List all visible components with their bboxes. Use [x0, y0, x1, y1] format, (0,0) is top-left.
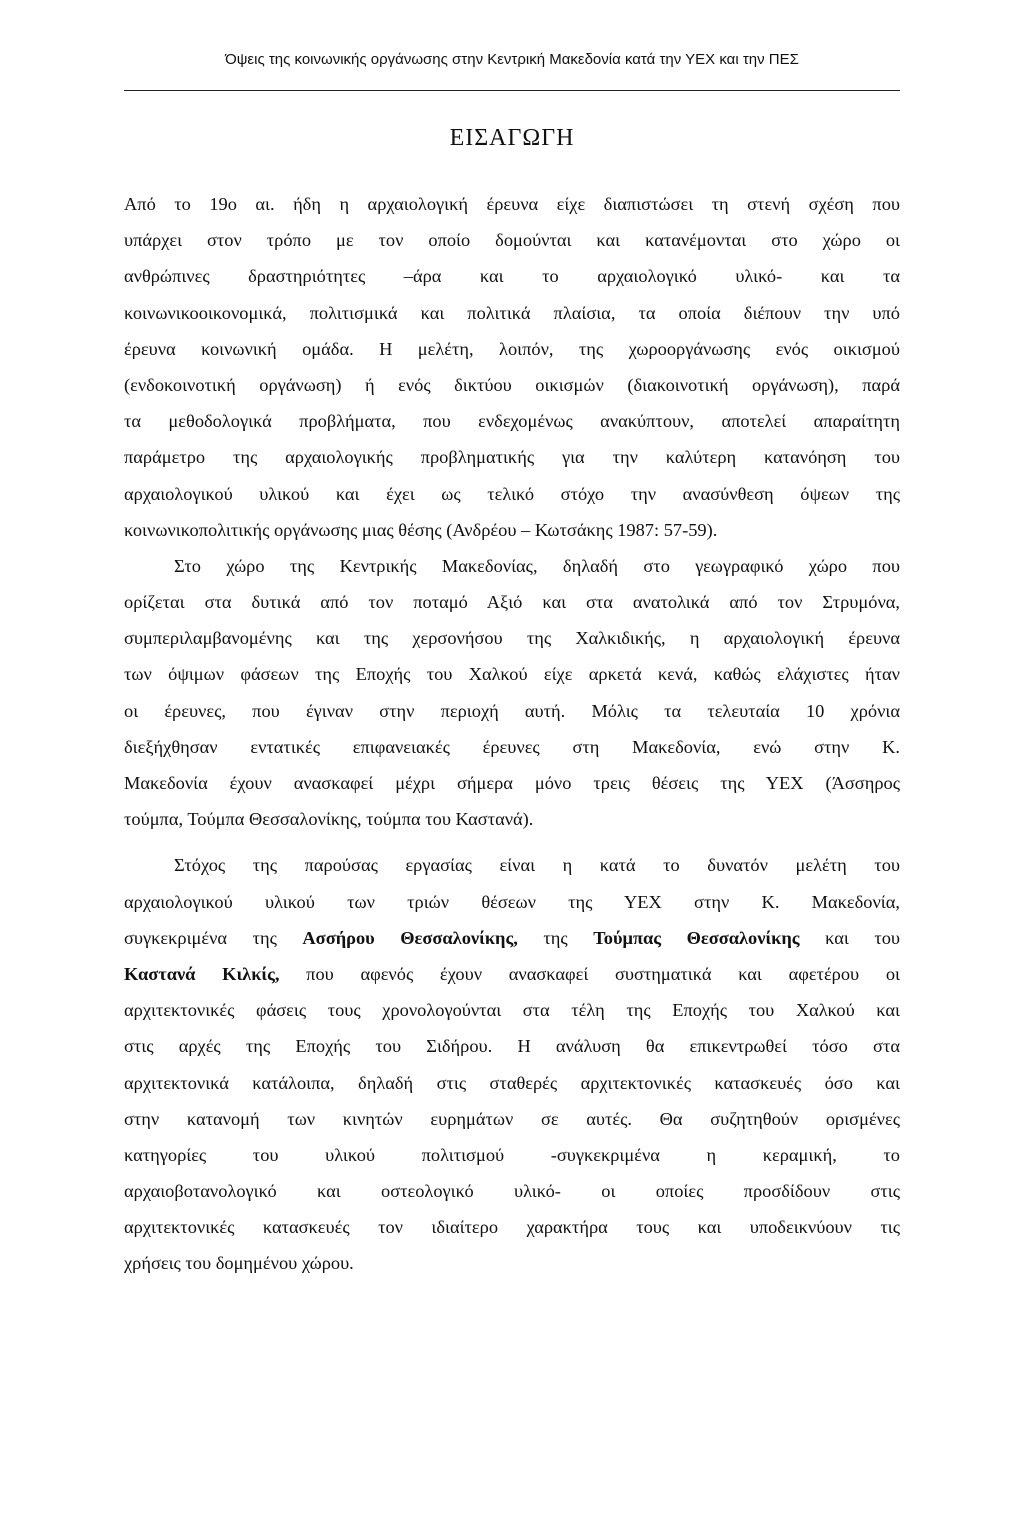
paragraph-line: αρχιτεκτονικά κατάλοιπα, δηλαδή στις σταθερές αρχιτεκτονικές κατασκευές όσο και [124, 1072, 900, 1093]
paragraph-line: ανθρώπινες δραστηριότητες –άρα και το αρχαιολογικό υλικό- και τα [124, 266, 900, 287]
header-rule [124, 90, 900, 91]
text-run: που αφενός έχουν ανασκαφεί συστηματικά και αφετέρου οι [279, 963, 900, 984]
text-run: και του [799, 927, 901, 948]
paragraph-line: κατηγορίες του υλικού πολιτισμού -συγκεκριμένα η κεραμική, το [124, 1144, 900, 1165]
site-name-kastanas: Καστανά Κιλκίς, [124, 963, 280, 984]
paragraph-line: αρχιτεκτονικές φάσεις τους χρονολογούνται στα τέλη της Εποχής του Χαλκού και [124, 1000, 900, 1021]
paragraph-line: υπάρχει στον τρόπο με τον οποίο δομούνται και κατανέμονται στο χώρο οι [124, 230, 900, 251]
paragraph-line: Μακεδονία έχουν ανασκαφεί μέχρι σήμερα μόνο τρεις θέσεις της ΥΕΧ (Άσσηρος [124, 773, 900, 793]
section-title: ΕΙΣΑΓΩΓΗ [449, 125, 575, 151]
paragraph-line: χρήσεις του δομημένου χώρου. [124, 1253, 354, 1274]
text-run: συγκεκριμένα της [124, 927, 303, 948]
paragraph-line: τούμπα, Τούμπα Θεσσαλονίκης, τούμπα του Καστανά). [124, 809, 534, 830]
text-run: της [517, 927, 594, 948]
paragraph-line: στην κατανομή των κινητών ευρημάτων σε αυτές. Θα συζητηθούν ορισμένες [124, 1108, 900, 1129]
paragraph-gap [124, 837, 900, 847]
paragraph-line: οι έρευνες, που έγιναν στην περιοχή αυτή. Μόλις τα τελευταία 10 χρόνια [124, 700, 900, 721]
paragraph-line: αρχαιοβοτανολογικό και οστεολογικό υλικό- οι οποίες προσδίδουν στις [124, 1181, 900, 1202]
paragraph-line [124, 956, 900, 992]
paragraph-line: των όψιμων φάσεων της Εποχής του Χαλκού είχε αρκετά κενά, καθώς ελάχιστες ήταν [124, 664, 900, 685]
site-name-toumba: Τούμπας Θεσσαλονίκης [593, 927, 800, 948]
paragraph-line: Από το 19ο αι. ήδη η αρχαιολογική έρευνα είχε διαπιστώσει τη στενή σχέση που [124, 194, 900, 214]
paragraph-line: συμπεριλαμβανομένης και της χερσονήσου της Χαλκιδικής, η αρχαιολογική έρευνα [124, 628, 900, 649]
paragraph-line: τα μεθοδολογικά προβλήματα, που ενδεχομένως ανακύπτουν, αποτελεί απαραίτητη [124, 411, 900, 432]
paragraph-line: Στο χώρο της Κεντρικής Μακεδονίας, δηλαδή στο γεωγραφικό χώρο που [174, 555, 900, 576]
site-name-assiros: Ασσήρου Θεσσαλονίκης, [302, 927, 518, 948]
paragraph-line: διεξήχθησαν εντατικές επιφανειακές έρευνες στη Μακεδονία, ενώ στην Κ. [124, 736, 900, 757]
paragraph-3 [124, 847, 900, 1281]
paragraph-line: αρχαιολογικού υλικού και έχει ως τελικό στόχο την ανασύνθεση όψεων της [124, 483, 900, 504]
paragraph-line: έρευνα κοινωνική ομάδα. Η μελέτη, λοιπόν, της χωροοργάνωσης ενός οικισμού [124, 338, 900, 359]
running-header: Όψεις της κοινωνικής οργάνωσης στην Κεντρική Μακεδονία κατά την ΥΕΧ και την ΠΕΣ [225, 51, 799, 68]
paragraph-line: παράμετρο της αρχαιολογικής προβληματικής για την καλύτερη κατανόηση του [124, 447, 900, 468]
paragraph-1 [124, 186, 900, 548]
paragraph-line: αρχαιολογικού υλικού των τριών θέσεων της ΥΕΧ στην Κ. Μακεδονία, [124, 891, 900, 912]
paragraph-line: Στόχος της παρούσας εργασίας είναι η κατά το δυνατόν μελέτη του [174, 855, 900, 876]
paragraph-line: κοινωνικοοικονομικά, πολιτισμικά και πολιτικά πλαίσια, τα οποία διέπουν την υπό [124, 302, 900, 323]
paragraph-line [124, 920, 900, 956]
body-text [124, 186, 900, 1282]
paragraph-line: στις αρχές της Εποχής του Σιδήρου. Η ανάλυση θα επικεντρωθεί τόσο στα [124, 1036, 900, 1057]
paragraph-line: αρχιτεκτονικές κατασκευές τον ιδιαίτερο χαρακτήρα τους και υποδεικνύουν τις [124, 1217, 900, 1238]
paragraph-2 [124, 548, 900, 838]
paragraph-line: ορίζεται στα δυτικά από τον ποταμό Αξιό και στα ανατολικά από τον Στρυμόνα, [124, 592, 900, 613]
paragraph-line: κοινωνικοπολιτικής οργάνωσης μιας θέσης (Ανδρέου – Κωτσάκης 1987: 57-59). [124, 519, 718, 540]
paragraph-line: (ενδοκοινοτική οργάνωση) ή ενός δικτύου οικισμών (διακοινοτική οργάνωση), παρά [124, 374, 900, 395]
